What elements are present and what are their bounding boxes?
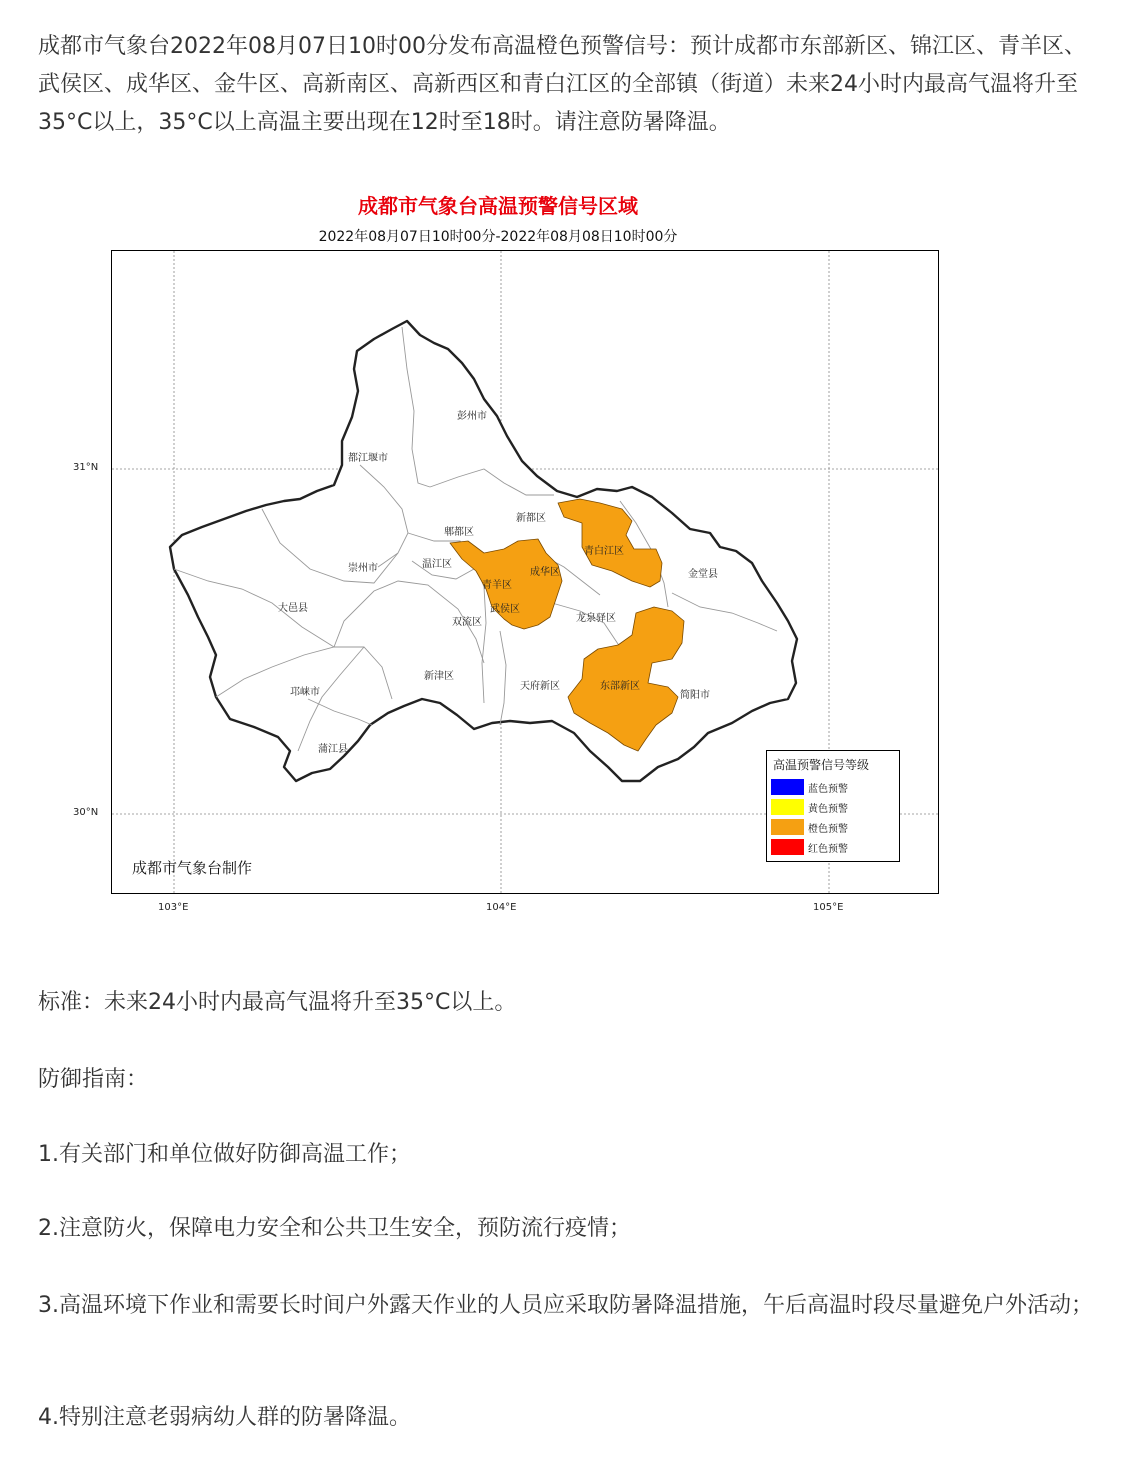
label-qingbaijiang: 青白江区 xyxy=(584,546,624,557)
legend-swatch-red xyxy=(771,839,804,855)
map-maker-credit: 成都市气象台制作 xyxy=(132,859,253,877)
label-dujiangyan: 都江堰市 xyxy=(348,453,388,464)
legend-title: 高温预警信号等级 xyxy=(773,758,870,772)
lon-label-105e: 105°E xyxy=(813,902,844,913)
legend-swatch-blue xyxy=(771,779,804,795)
map-subtitle: 2022年08月07日10时00分-2022年08月08日10时00分 xyxy=(318,229,678,245)
legend-item-yellow xyxy=(771,797,897,815)
defense-guide-item-4: 4.特别注意老弱病幼人群的防暑降温。 xyxy=(38,1405,411,1430)
chengdu-city-boundary xyxy=(170,321,797,781)
warning-map-figure xyxy=(70,180,970,920)
label-jianyang: 简阳市 xyxy=(680,690,710,701)
label-chenghua: 成华区 xyxy=(530,567,560,578)
legend-label-red: 红色预警 xyxy=(808,844,848,855)
label-wenjiang: 温江区 xyxy=(422,559,452,570)
label-pengzhou: 彭州市 xyxy=(457,411,487,422)
lat-label-30n: 30°N xyxy=(73,807,99,818)
label-jintang: 金堂县 xyxy=(688,569,718,580)
label-tianfu: 天府新区 xyxy=(520,681,560,692)
label-dongbu: 东部新区 xyxy=(600,681,640,692)
legend-swatch-orange xyxy=(771,819,804,835)
label-longquanyi: 龙泉驿区 xyxy=(576,613,616,624)
legend-swatch-yellow xyxy=(771,799,804,815)
lat-label-31n: 31°N xyxy=(73,462,99,473)
lon-label-103e: 103°E xyxy=(158,902,189,913)
label-pidu: 郫都区 xyxy=(444,527,474,538)
warning-intro-text: 成都市气象台2022年08月07日10时00分发布高温橙色预警信号：预计成都市东部新区、锦江区、青羊区、武侯区、成华区、金牛区、高新南区、高新西区和青白江区的全部镇（街道）未来24小时内最高气温将升至35°C以上，35°C以上高温主要出现在12时至18时。请注意防暑降温。 xyxy=(38,34,1086,135)
legend-item-blue xyxy=(771,777,897,795)
label-chongzhou: 崇州市 xyxy=(348,563,378,574)
label-qionglai: 邛崃市 xyxy=(290,687,320,698)
defense-guide-item-1: 1.有关部门和单位做好防御高温工作； xyxy=(38,1142,411,1167)
legend-label-blue: 蓝色预警 xyxy=(808,784,848,795)
legend-item-red xyxy=(771,837,897,855)
warning-level-legend xyxy=(766,750,900,862)
label-pujiang: 蒲江县 xyxy=(318,744,348,755)
label-xindu: 新都区 xyxy=(516,513,546,524)
legend-label-orange: 橙色预警 xyxy=(808,824,848,835)
legend-label-yellow: 黄色预警 xyxy=(808,804,848,815)
lon-label-104e: 104°E xyxy=(486,902,517,913)
label-xinjin: 新津区 xyxy=(424,671,454,682)
defense-guide-heading: 防御指南： xyxy=(38,1067,149,1092)
label-dayi: 大邑县 xyxy=(278,603,308,614)
label-shuangliu: 双流区 xyxy=(452,617,482,628)
label-qingyang: 青羊区 xyxy=(482,580,512,591)
map-title: 成都市气象台高温预警信号区域 xyxy=(358,194,638,218)
defense-guide-item-2: 2.注意防火，保障电力安全和公共卫生安全，预防流行疫情； xyxy=(38,1216,631,1241)
legend-item-orange xyxy=(771,817,897,835)
label-wuhou: 武侯区 xyxy=(490,604,520,615)
warning-standard-text: 标准：未来24小时内最高气温将升至35°C以上。 xyxy=(38,990,517,1015)
defense-guide-item-3: 3.高温环境下作业和需要长时间户外露天作业的人员应采取防暑降温措施，午后高温时段尽量避免户外活动； xyxy=(38,1293,1093,1318)
